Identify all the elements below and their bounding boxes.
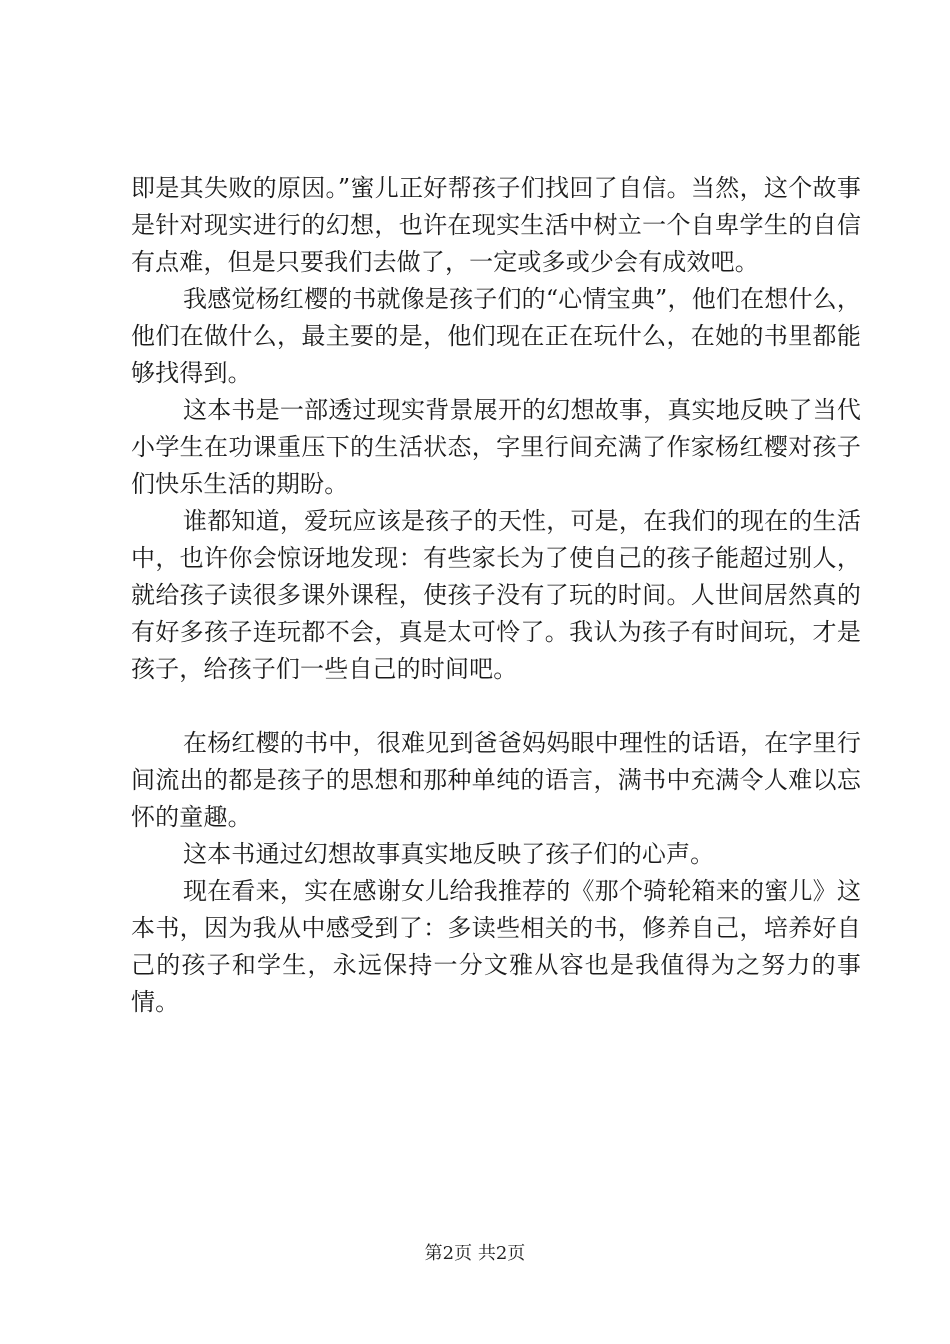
paragraph-fantasy-story: 这本书是一部透过现实背景展开的幻想故事，真实地反映了当代小学生在功课重压下的生活状态，字里行间充满了作家杨红樱对孩子们快乐生活的期盼。 — [131, 396, 861, 498]
paragraph-continuation: 即是其失败的原因。”蜜儿正好帮孩子们找回了自信。当然，这个故事是针对现实进行的幻想，也许在现实生活中树立一个自卑学生的自信有点难，但是只要我们去做了，一定或多或少会有成效吧。 — [131, 174, 861, 276]
paragraph-childlike-interest: 在杨红樱的书中，很难见到爸爸妈妈眼中理性的话语，在字里行间流出的都是孩子的思想和那种单纯的语言，满书中充满令人难以忘怀的童趣。 — [131, 729, 861, 831]
page-number-footer: 第2页 共2页 — [424, 1243, 526, 1264]
paragraph-gratitude: 现在看来，实在感谢女儿给我推荐的《那个骑轮箱来的蜜儿》这本书，因为我从中感受到了：多读些相关的书，修养自己，培养好自己的孩子和学生，永远保持一分文雅从容也是我值得为之努力的事情。 — [131, 877, 861, 1016]
paragraph-play-nature: 谁都知道，爱玩应该是孩子的天性，可是，在我们的现在的生活中，也许你会惊讶地发现：有些家长为了使自己的孩子能超过别人，就给孩子读很多课外课程，使孩子没有了玩的时间。人世间居然真的有好多孩子连玩都不会，真是太可怜了。我认为孩子有时间玩，才是孩子，给孩子们一些自己的时间吧。 — [131, 507, 861, 683]
paragraph-spacer — [131, 688, 861, 725]
paragraph-children-voice: 这本书通过幻想故事真实地反映了孩子们的心声。 — [183, 840, 715, 868]
document-body — [131, 170, 861, 1021]
paragraph-mood-treasury: 我感觉杨红樱的书就像是孩子们的“心情宝典”，他们在想什么，他们在做什么，最主要的是，他们现在正在玩什么，在她的书里都能够找得到。 — [131, 285, 861, 387]
